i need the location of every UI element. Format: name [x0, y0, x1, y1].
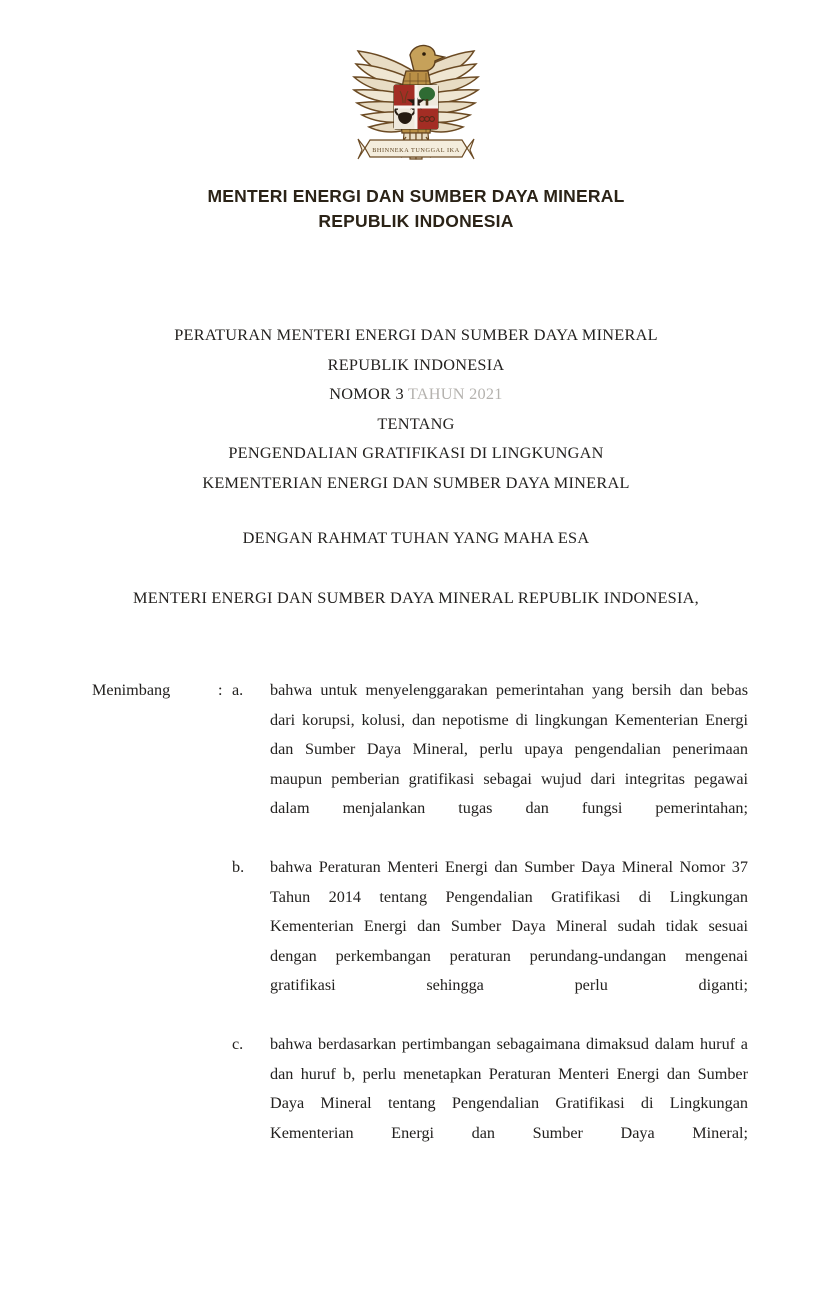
svg-text:BHINNEKA TUNGGAL IKA: BHINNEKA TUNGGAL IKA	[372, 147, 460, 154]
consideration-item-b	[92, 853, 748, 1030]
regulation-subject-line-2: KEMENTERIAN ENERGI DAN SUMBER DAYA MINERAL	[202, 472, 630, 492]
regulation-title-block	[84, 320, 748, 498]
consideration-marker-a: a.	[232, 681, 244, 699]
regulation-subject-line-1: PENGENDALIAN GRATIFIKASI DI LINGKUNGAN	[228, 443, 604, 463]
ministry-name-line-1: MENTERI ENERGI DAN SUMBER DAYA MINERAL	[207, 186, 625, 206]
consideration-item-c	[92, 1030, 748, 1178]
considerations-section	[92, 676, 748, 1178]
consideration-marker-b: b.	[232, 858, 245, 876]
letterhead	[0, 0, 832, 234]
regulation-number-line	[84, 379, 748, 409]
regulation-year: TAHUN 2021	[407, 384, 503, 404]
regulation-title-line-1: PERATURAN MENTERI ENERGI DAN SUMBER DAYA MINERAL	[174, 325, 658, 344]
ministry-name-line-2: REPUBLIK INDONESIA	[318, 210, 514, 231]
considerations-label: Menimbang	[92, 681, 171, 699]
considerations-colon: :	[218, 681, 223, 699]
consideration-text-b: bahwa Peraturan Menteri Energi dan Sumber Daya Mineral Nomor 37 Tahun 2014 tentang Pengendalian Gratifikasi di Lingkungan Kementerian Energi dan Sumber Daya Mineral sudah tidak sesuai dengan perkembangan peraturan perundang-undangan mengenai gratifikasi sehingga perlu diganti;	[270, 858, 748, 994]
enacting-authority: MENTERI ENERGI DAN SUMBER DAYA MINERAL REPUBLIK INDONESIA,	[133, 588, 699, 607]
invocation-text: DENGAN RAHMAT TUHAN YANG MAHA ESA	[242, 528, 590, 547]
consideration-text-a: bahwa untuk menyelenggarakan pemerintahan yang bersih dan bebas dari korupsi, kolusi, dan nepotisme di lingkungan Kementerian Energi dan Sumber Daya Mineral, perlu upaya pengendalian penerimaan maupun pemberian gratifikasi sebagai wujud dari integritas pegawai dalam menjalankan tugas dan fungsi pemerintahan;	[270, 681, 748, 817]
ministry-name	[0, 184, 832, 234]
garuda-pancasila-emblem	[340, 33, 492, 178]
consideration-item-a	[92, 676, 748, 853]
regulation-title-line-2: REPUBLIK INDONESIA	[327, 354, 505, 374]
consideration-marker-c: c.	[232, 1035, 244, 1053]
consideration-text-c: bahwa berdasarkan pertimbangan sebagaimana dimaksud dalam huruf a dan huruf b, perlu menetapkan Peraturan Menteri Energi dan Sumber Daya Mineral tentang Pengendalian Gratifikasi di Lingkungan Kementerian Energi dan Sumber Daya Mineral;	[270, 1035, 748, 1142]
emblem-container	[0, 0, 832, 178]
about-label: TENTANG	[377, 413, 455, 433]
regulation-number: NOMOR 3	[329, 384, 404, 404]
